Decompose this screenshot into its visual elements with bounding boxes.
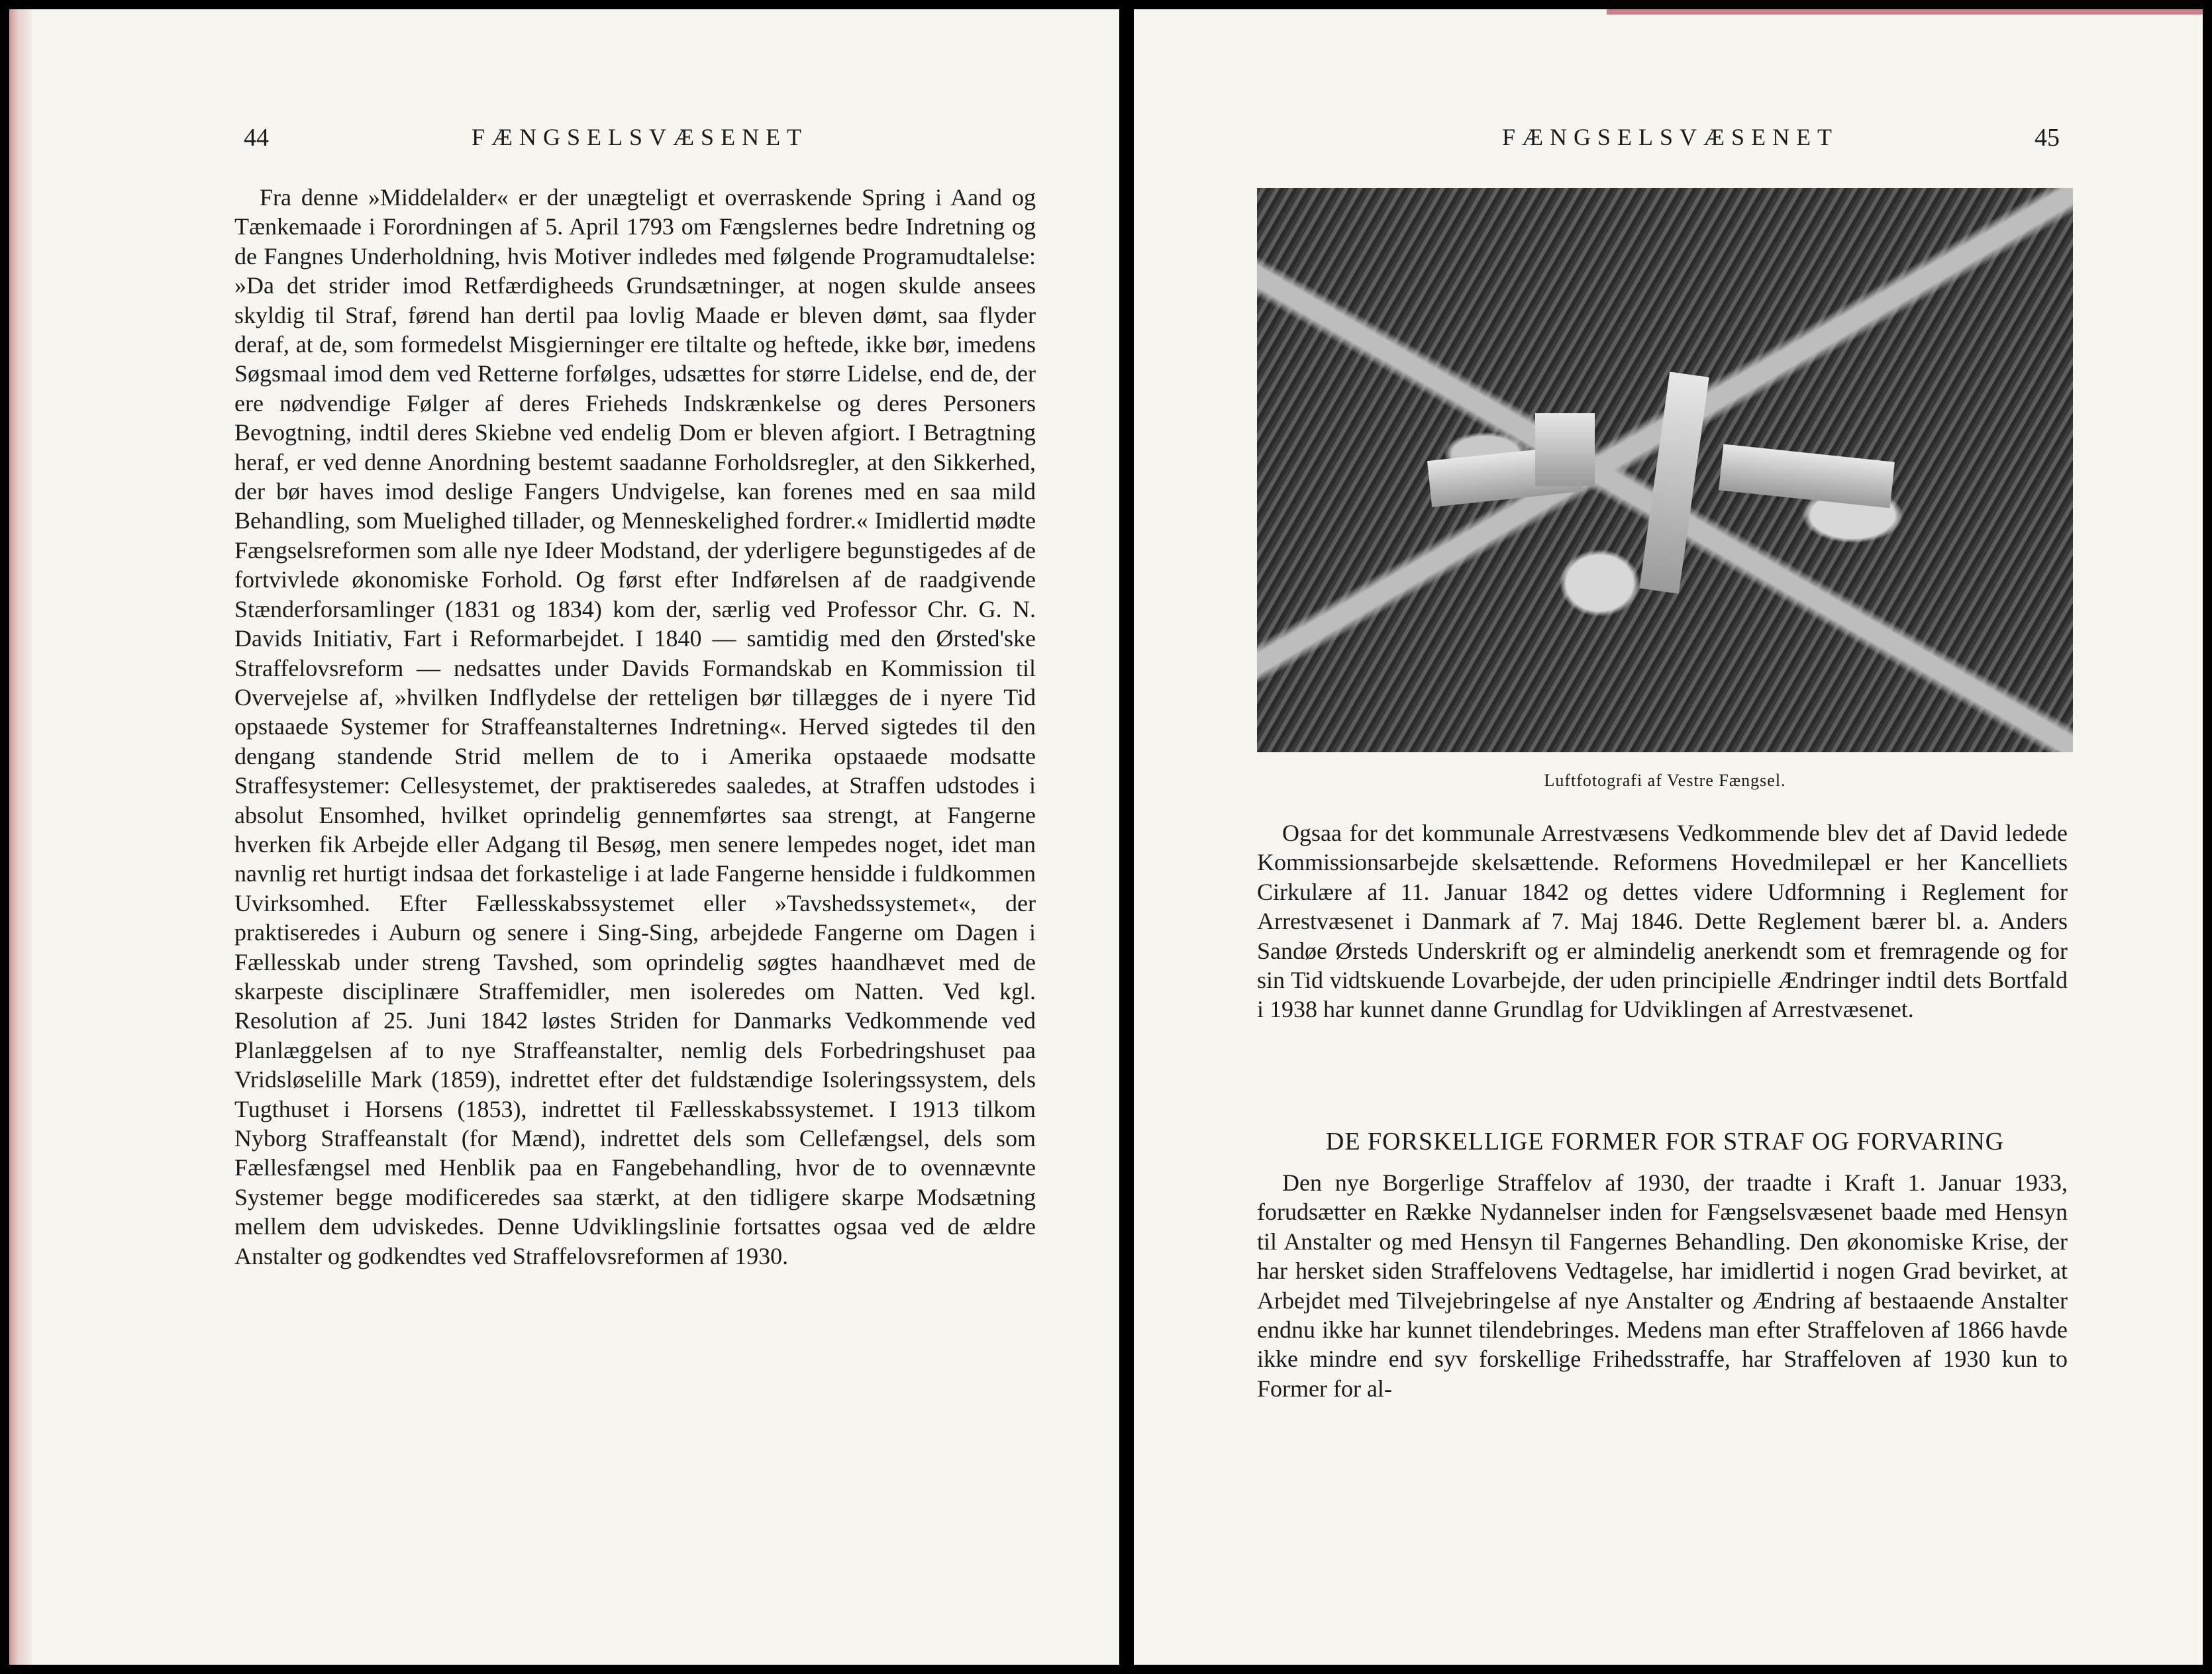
right-paragraph-2: Den nye Borgerlige Straffelov af 1930, der traadte i Kraft 1. Januar 1933, forudsætter en Række Nydannelser inden for Fængselsvæsenet baade med Hensyn til Anstalter og med Hensyn til Fangernes Behandling. Den økonomiske Krise, der har hersket siden Straffelovens Vedtagelse, har imidlertid i nogen Grad bevirket, at Arbejdet med Tilvejebringelse af nye Anstalter og Ændring af bestaaende Anstalter endnu ikke har kunnet tilendebringes. Medens man efter Straffeloven af 1866 havde ikke mindre end syv forskellige Frihedsstraffe, har Straffeloven af 1930 kun to Former for al-: [1257, 1169, 2068, 1402]
right-paragraph-1: Ogsaa for det kommunale Arrestvæsens Vedkommende blev det af David ledede Kommissionsarbejde skelsættende. Reformens Hovedmilepæl er her Kancelliets Cirkulære af 11. Januar 1842 og dettes videre Udformning i Reglement for Arrestvæsenet i Danmark af 7. Maj 1846. Dette Reglement bærer bl. a. Anders Sandøe Ørsteds Underskrift og er almindelig anerkendt som et fremragende og for sin Tid vidtskuende Lovarbejde, der uden principielle Ændringer indtil dets Bortfald i 1938 har kunnet danne Grundlag for Udviklingen af Arrestvæsenet.: [1257, 820, 2068, 1023]
left-page-number: 44: [244, 124, 269, 152]
aerial-photo-vestre-faengsel: [1257, 188, 2073, 752]
photo-building: [1719, 444, 1895, 509]
photo-building: [1639, 371, 1709, 593]
right-body-text-1: [1257, 818, 2068, 1024]
left-running-head: FÆNGSELSVÆSENET: [472, 124, 809, 150]
section-heading: DE FORSKELLIGE FORMER FOR STRAF OG FORVARING: [1325, 1128, 2005, 1156]
photo-caption: Luftfotografi af Vestre Fængsel.: [1544, 771, 1786, 790]
photo-building: [1535, 413, 1595, 486]
left-page: [9, 9, 1119, 1665]
page-edge-binding: [9, 9, 32, 1665]
left-body-text: [234, 183, 1036, 1271]
right-page: [1134, 9, 2203, 1665]
right-body-text-2: [1257, 1168, 2068, 1403]
page-edge-top: [1607, 9, 2203, 15]
right-running-head: FÆNGSELSVÆSENET: [1502, 124, 1839, 150]
left-paragraph: Fra denne »Middelalder« er der unægteligt et overraskende Spring i Aand og Tænkemaade i Forordningen af 5. April 1793 om Fængslernes bedre Indretning og de Fangnes Underholdning, hvis Motiver indledes med følgende Programudtalelse: »Da det strider imod Retfærdigheeds Grundsætninger, at nogen skulde ansees skyldig til Straf, førend han dertil paa lovlig Maade er bleven dømt, saa flyder deraf, at de, som formedelst Misgierninger ere tiltalte og heftede, ikke bør, imedens Søgsmaal imod dem ved Retterne forfølges, udsættes for større Lidelse, end de, der ere nødvendige Følger af deres Frieheds Indskrænkelse og deres Personers Bevogtning, indtil deres Skiebne ved endelig Dom er bleven afgiort. I Betragtning heraf, er ved denne Anordning bestemt saadanne Forholdsregler, at den Sikkerhed, der bør haves imod deslige Fangers Undvigelse, kan forenes med en saa mild Behandling, som Muelighed tillader, og Menneskelighed fordrer.« Imidlertid mødte Fængselsreformen som alle nye Ideer Modstand, der yderligere begunstigedes af de fortvivlede økonomiske Forhold. Og først efter Indførelsen af de raadgivende Stænderforsamlinger (1831 og 1834) kom der, særlig ved Professor Chr. G. N. Davids Initiativ, Fart i Reformarbejdet. I 1840 — samtidig med den Ørsted'ske Straffelovsreform — nedsattes under Davids Formandskab en Kommission til Overvejelse af, »hvilken Indflydelse der retteligen bør tillægges de i nyere Tid opstaaede Systemer for Straffeanstalternes Indretning«. Herved sigtedes til den dengang standende Strid mellem de to i Amerika opstaaede modsatte Straffesystemer: Cellesystemet, der praktiseredes saaledes, at Straffen udstodes i absolut Ensomhed, hvilket oprindelig gennemførtes saa strengt, at Fangerne hverken fik Arbejde eller Adgang til Besøg, men senere lempedes noget, idet man navnlig ret hurtigt indsaa det forkastelige i at lade Fangerne hensidde i fuldkommen Uvirksomhed. Efter Fællesskabssystemet eller »Tavshedssystemet«, der praktiseredes i Auburn og senere i Sing-Sing, arbejdede Fangerne om Dagen i Fællesskab under streng Tavshed, som oprindelig søgtes haandhævet med de skarpeste disciplinære Straffemidler, men isoleredes om Natten. Ved kgl. Resolution af 25. Juni 1842 løstes Striden for Danmarks Vedkommende ved Planlæggelsen af to nye Straffeanstalter, nemlig dels Forbedringshuset paa Vridsløselille Mark (1859), indrettet efter det fuldstændige Isoleringssystem, dels Tugthuset i Horsens (1853), indrettet til Fællesskabssystemet. I 1913 tilkom Nyborg Straffeanstalt (for Mænd), indrettet dels som Cellefængsel, dels som Fællesfængsel med Henblik paa en Fangebehandling, hvor de to ovennævnte Systemer begge modificeredes saa stærkt, at den tidligere skarpe Modsætning mellem dem udviskedes. Denne Udviklingslinie fortsattes ogsaa ved de ældre Anstalter og godkendtes ved Straffelovsreformen af 1930.: [234, 184, 1036, 1269]
right-page-number: 45: [2035, 124, 2060, 152]
